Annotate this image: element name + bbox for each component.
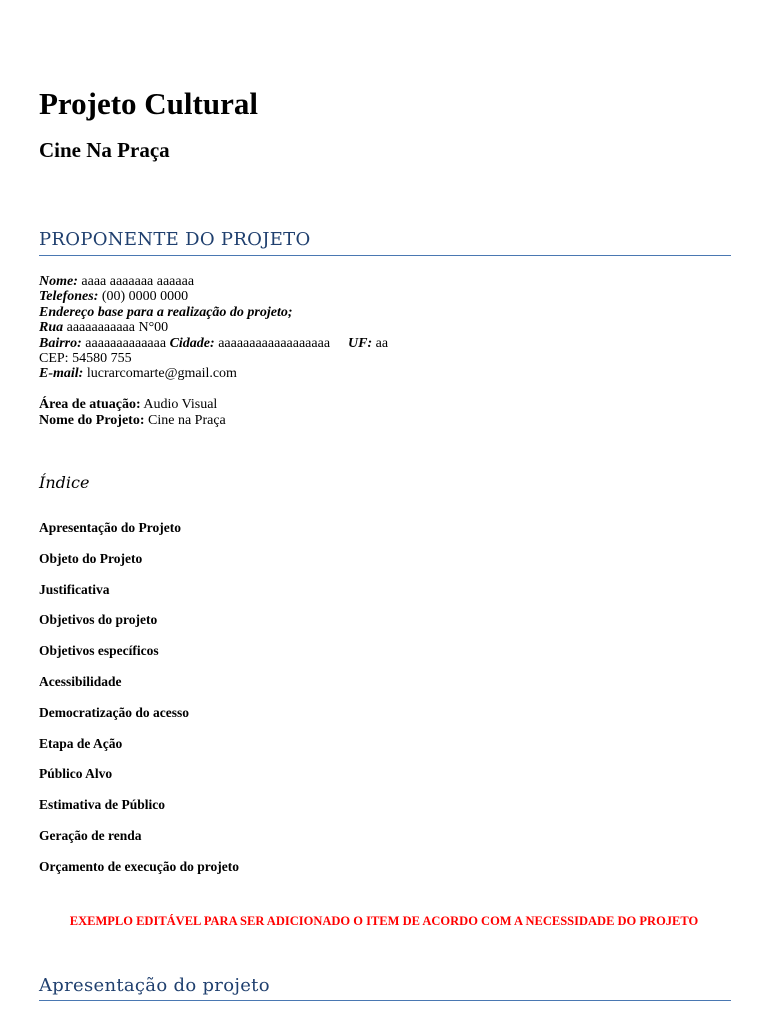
index-item[interactable]: Geração de renda (39, 827, 142, 843)
index-heading: Índice (39, 473, 90, 492)
telefones-label: Telefones: (39, 289, 99, 305)
editable-example-note: EXEMPLO EDITÁVEL PARA SER ADICIONADO O ITEM DE ACORDO COM A NECESSIDADE DO PROJETO (69, 914, 699, 928)
cidade-value: aaaaaaaaaaaaaaaaaa (214, 335, 331, 351)
project-name-label: Nome do Projeto: (39, 412, 145, 428)
email-value: lucrarcomarte@gmail.com (83, 366, 237, 382)
index-item[interactable]: Público Alvo (39, 766, 113, 782)
telefones-value: (00) 0000 0000 (98, 289, 189, 305)
project-name-value: Cine na Praça (144, 412, 226, 428)
area-value: Audio Visual (140, 397, 218, 413)
area-label: Área de atuação: (39, 397, 141, 413)
presentation-heading-rule (39, 1000, 731, 1001)
index-item[interactable]: Orçamento de execução do projeto (39, 858, 239, 874)
endereco-row (39, 305, 388, 320)
area-row (39, 397, 388, 412)
project-name-row (39, 413, 388, 428)
bairro-value: aaaaaaaaaaaaa (81, 335, 170, 351)
index-item[interactable]: Apresentação do Projeto (39, 520, 181, 535)
index-item[interactable]: Acessibilidade (39, 673, 122, 689)
cep-row (39, 351, 388, 366)
proponent-heading: PROPONENTE DO PROJETO (39, 229, 311, 250)
document-title: Projeto Cultural (39, 86, 258, 121)
rua-value: aaaaaaaaaaa N°00 (63, 320, 169, 336)
cidade-label: Cidade: (169, 335, 215, 351)
presentation-heading: Apresentação do projeto (39, 975, 270, 996)
bairro-label: Bairro: (39, 335, 82, 351)
nome-row (39, 274, 388, 289)
nome-value: aaaa aaaaaaa aaaaaa (77, 274, 195, 289)
index-list (39, 518, 239, 888)
proponent-info (39, 274, 388, 428)
email-label: E-mail: (39, 366, 84, 382)
rua-row (39, 320, 388, 335)
email-row (39, 366, 388, 381)
index-item[interactable]: Democratização do acesso (39, 704, 189, 720)
index-item[interactable]: Objeto do Projeto (39, 550, 143, 566)
proponent-heading-rule (39, 255, 731, 256)
document-subtitle: Cine Na Praça (39, 138, 170, 162)
cep-text: CEP: 54580 755 (39, 350, 132, 366)
nome-label: Nome: (39, 274, 78, 289)
endereco-label: Endereço base para a realização do projeto; (39, 304, 293, 320)
index-item[interactable]: Etapa de Ação (39, 735, 123, 751)
uf-label: UF: (348, 335, 373, 351)
telefones-row (39, 289, 388, 304)
index-item[interactable]: Objetivos do projeto (39, 612, 158, 628)
index-item[interactable]: Justificativa (39, 581, 110, 597)
rua-label: Rua (39, 320, 64, 336)
bairro-row (39, 336, 388, 351)
uf-value: aa (372, 335, 389, 351)
index-item[interactable]: Objetivos específicos (39, 643, 159, 659)
index-item[interactable]: Estimativa de Público (39, 797, 166, 813)
